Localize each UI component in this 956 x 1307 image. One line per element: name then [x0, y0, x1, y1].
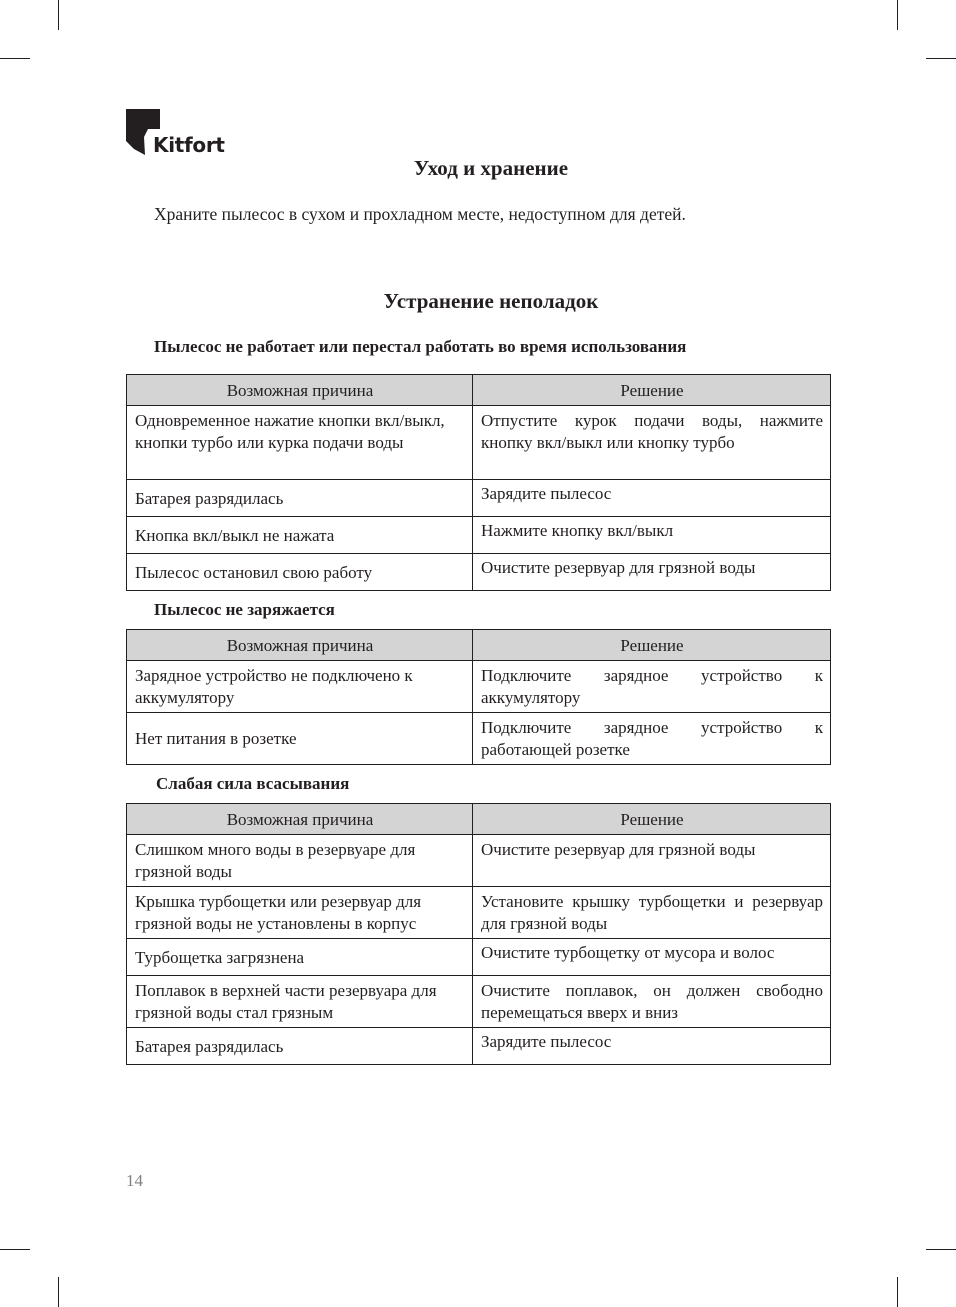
header-solution: Решение [473, 630, 831, 661]
troubleshooting-table [126, 629, 831, 765]
crop-mark [897, 0, 898, 30]
table-row [127, 480, 831, 517]
solution-cell: Очистите резервуар для грязной воды [473, 554, 831, 591]
table-row [127, 835, 831, 887]
header-solution: Решение [473, 375, 831, 406]
table-row [127, 406, 831, 480]
header-cause: Возможная причина [127, 375, 473, 406]
table-row [127, 554, 831, 591]
cause-cell: Одновременное нажатие кнопки вкл/выкл, кнопки турбо или курка подачи воды [127, 406, 473, 480]
crop-mark [58, 0, 59, 30]
table-row [127, 939, 831, 976]
crop-mark [926, 1249, 956, 1250]
care-text: Храните пылесос в сухом и прохладном месте, недоступном для детей. [154, 204, 686, 224]
group-title: Слабая сила всасывания [156, 774, 350, 793]
solution-cell: Очистите резервуар для грязной воды [473, 835, 831, 887]
cause-cell: Пылесос остановил свою работу [127, 554, 473, 591]
solution-cell: Зарядите пылесос [473, 480, 831, 517]
troubleshooting-table [126, 374, 831, 591]
table-row [127, 517, 831, 554]
group-title: Пылесос не заряжается [154, 600, 335, 619]
cause-cell: Кнопка вкл/выкл не нажата [127, 517, 473, 554]
troubleshooting-title: Устранение неполадок [383, 289, 599, 313]
cause-cell: Поплавок в верхней части резервуара для грязной воды стал грязным [127, 976, 473, 1028]
cause-cell: Батарея разрядилась [127, 1028, 473, 1065]
table-row [127, 1028, 831, 1065]
crop-mark [0, 1249, 30, 1250]
header-solution: Решение [473, 804, 831, 835]
page-number: 14 [126, 1171, 143, 1190]
solution-cell: Нажмите кнопку вкл/выкл [473, 517, 831, 554]
solution-cell: Зарядите пылесос [473, 1028, 831, 1065]
solution-cell: Очистите поплавок, он должен свободно перемещаться вверх и вниз [473, 976, 831, 1028]
crop-mark [0, 58, 30, 59]
solution-cell: Подключите зарядное устройство к работающей розетке [473, 713, 831, 765]
solution-cell: Очистите турбощетку от мусора и волос [473, 939, 831, 976]
table-header-row [127, 804, 831, 835]
solution-cell: Отпустите курок подачи воды, нажмите кнопку вкл/выкл или кнопку турбо [473, 406, 831, 480]
crop-mark [58, 1277, 59, 1307]
table-row [127, 976, 831, 1028]
cause-cell: Батарея разрядилась [127, 480, 473, 517]
brand-name: Kitfort [153, 133, 225, 157]
cause-cell: Крышка турбощетки или резервуар для грязной воды не установлены в корпус [127, 887, 473, 939]
cause-cell: Турбощетка загрязнена [127, 939, 473, 976]
brand-logo [126, 109, 226, 161]
table-row [127, 887, 831, 939]
header-cause: Возможная причина [127, 630, 473, 661]
table-header-row [127, 630, 831, 661]
care-title: Уход и хранение [413, 156, 569, 180]
header-cause: Возможная причина [127, 804, 473, 835]
crop-mark [926, 58, 956, 59]
troubleshooting-table [126, 803, 831, 1065]
table-header-row [127, 375, 831, 406]
solution-cell: Подключите зарядное устройство к аккумулятору [473, 661, 831, 713]
table-row [127, 661, 831, 713]
crop-mark [897, 1277, 898, 1307]
group-title: Пылесос не работает или перестал работать во время использования [154, 337, 687, 356]
cause-cell: Нет питания в розетке [127, 713, 473, 765]
solution-cell: Установите крышку турбощетки и резервуар для грязной воды [473, 887, 831, 939]
cause-cell: Зарядное устройство не подключено к аккумулятору [127, 661, 473, 713]
cause-cell: Слишком много воды в резервуаре для грязной воды [127, 835, 473, 887]
table-row [127, 713, 831, 765]
